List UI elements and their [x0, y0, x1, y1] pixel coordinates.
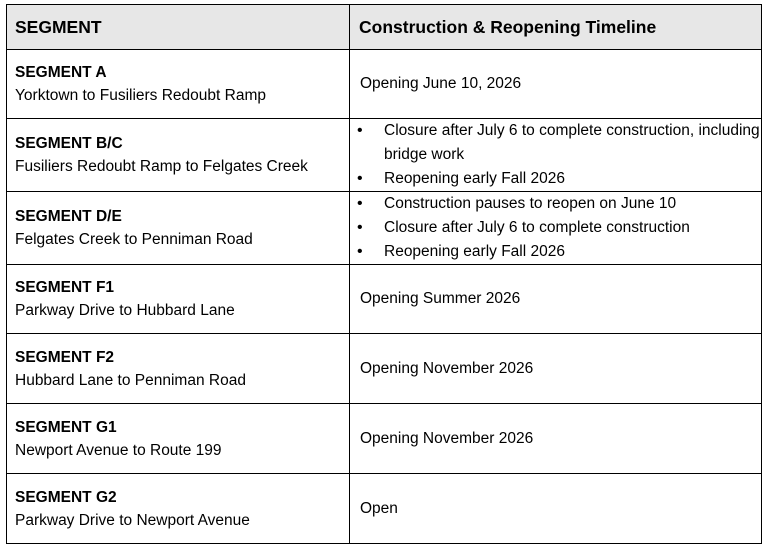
timeline-table-container [6, 4, 762, 544]
table-row [7, 265, 762, 334]
timeline-table [6, 4, 762, 544]
segment-range: Hubbard Lane to Penniman Road [15, 371, 246, 389]
segment-name: SEGMENT A [15, 64, 107, 81]
timeline-bullet: • Construction pauses to reopen on June 10 [350, 192, 761, 216]
timeline-bullet: • Closure after July 6 to complete construction, including bridge work [350, 119, 761, 167]
segment-name: SEGMENT F1 [15, 279, 115, 296]
timeline-cell: Opening November 2026 [350, 334, 762, 404]
timeline-bullet-list [350, 119, 761, 191]
segment-range: Parkway Drive to Hubbard Lane [15, 302, 235, 319]
header-segment: SEGMENT [7, 5, 350, 50]
segment-name: SEGMENT F2 [15, 348, 115, 366]
segment-cell [7, 404, 350, 474]
segment-cell [7, 474, 350, 544]
timeline-cell: Opening Summer 2026 [350, 265, 762, 334]
segment-cell [7, 119, 350, 192]
segment-range: Felgates Creek to Penniman Road [15, 231, 253, 248]
table-row [7, 404, 762, 474]
table-row [7, 192, 762, 265]
timeline-bullet: • Reopening early Fall 2026 [350, 167, 761, 191]
header-row [7, 5, 762, 50]
segment-range: Yorktown to Fusiliers Redoubt Ramp [15, 87, 266, 104]
segment-cell [7, 334, 350, 404]
table-row [7, 119, 762, 192]
timeline-bullet-list [350, 192, 761, 264]
timeline-bullet: • Closure after July 6 to complete construction [350, 216, 761, 240]
segment-range: Newport Avenue to Route 199 [15, 441, 222, 459]
segment-cell [7, 265, 350, 334]
segment-name: SEGMENT D/E [15, 208, 122, 225]
timeline-cell: Open [350, 474, 762, 544]
table-row [7, 474, 762, 544]
table-row [7, 50, 762, 119]
segment-cell [7, 50, 350, 119]
segment-name: SEGMENT G2 [15, 488, 117, 506]
segment-cell [7, 192, 350, 265]
timeline-bullet: • Reopening early Fall 2026 [350, 240, 761, 264]
segment-name: SEGMENT G1 [15, 418, 117, 436]
timeline-cell [350, 192, 762, 265]
timeline-cell: Opening November 2026 [350, 404, 762, 474]
segment-range: Fusiliers Redoubt Ramp to Felgates Creek [15, 158, 308, 175]
header-timeline: Construction & Reopening Timeline [350, 5, 762, 50]
timeline-cell: Opening June 10, 2026 [350, 50, 762, 119]
timeline-cell [350, 119, 762, 192]
table-row [7, 334, 762, 404]
segment-range: Parkway Drive to Newport Avenue [15, 511, 250, 529]
segment-name: SEGMENT B/C [15, 135, 123, 152]
